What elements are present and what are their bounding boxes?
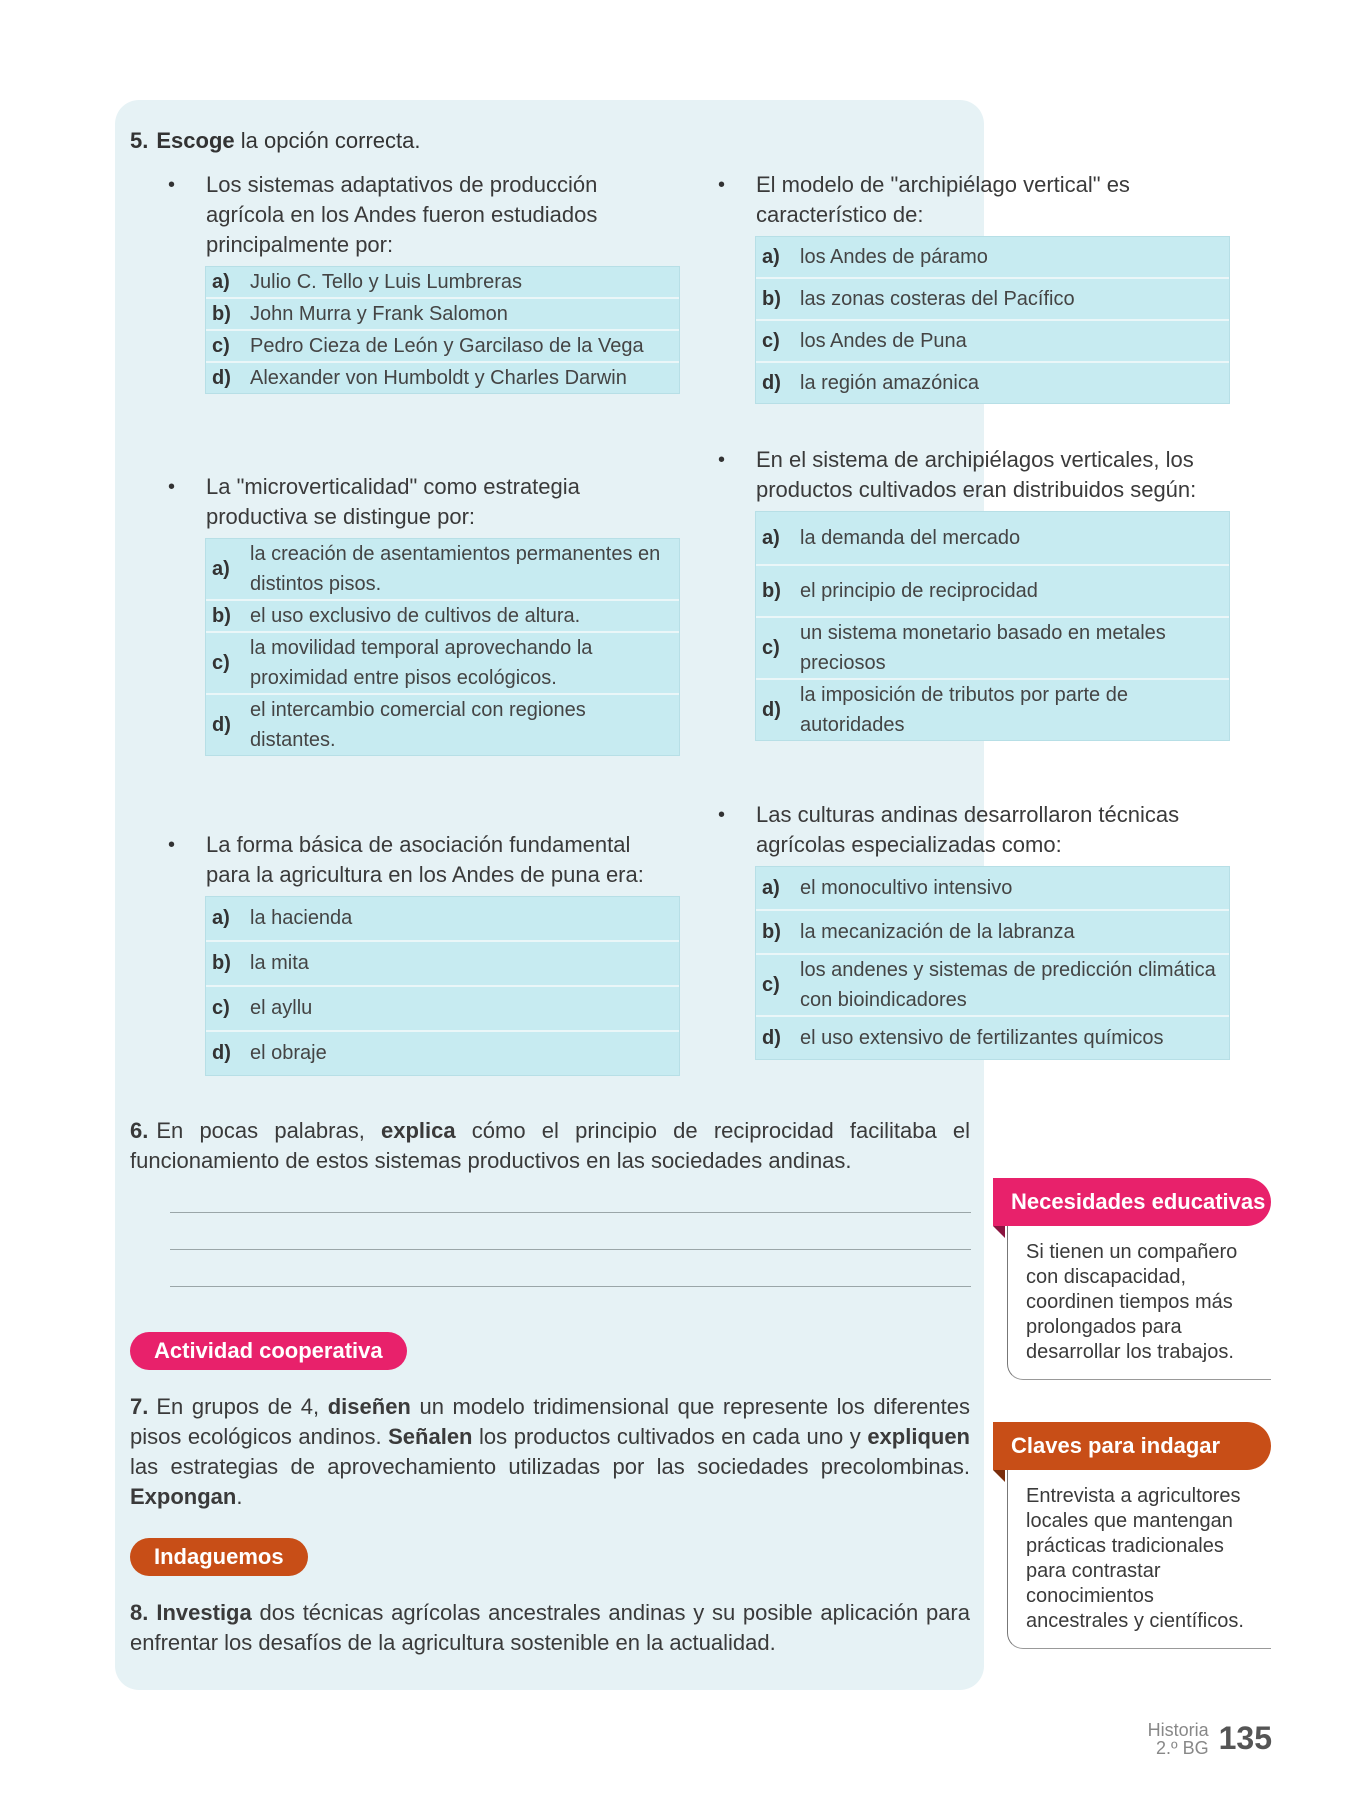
page-footer	[1148, 1720, 1272, 1757]
option-c[interactable]	[206, 329, 679, 361]
subject-name: Historia	[1147, 1719, 1209, 1740]
q5-left-item-1	[168, 170, 688, 394]
q5-left-item-3	[168, 830, 688, 1076]
research-keys-box	[993, 1422, 1271, 1649]
option-text: la demanda del mercado	[800, 527, 1021, 549]
option-text: John Murra y Frank Salomon	[250, 303, 508, 325]
options-list	[755, 866, 1230, 1060]
option-letter: b)	[212, 952, 231, 974]
item-stem: • Los sistemas adaptativos de producción agrícola en los Andes fueron estudiados principalmente por:	[168, 170, 668, 260]
option-letter: b)	[212, 605, 231, 627]
verb: Señalen	[388, 1424, 473, 1449]
option-text: los Andes de páramo	[800, 246, 988, 268]
option-a[interactable]	[756, 867, 1229, 909]
option-text: los Andes de Puna	[800, 330, 967, 352]
option-letter: d)	[212, 714, 231, 736]
option-letter: b)	[762, 288, 781, 310]
item-stem: • El modelo de "archipiélago vertical" es característico de:	[718, 170, 1178, 230]
answer-line[interactable]	[170, 1249, 971, 1250]
text: los productos cultivados en cada uno y	[472, 1424, 868, 1449]
option-text: el ayllu	[250, 997, 313, 1019]
option-c[interactable]	[756, 953, 1229, 1015]
option-a[interactable]	[756, 512, 1229, 564]
question-8	[130, 1598, 970, 1658]
option-b[interactable]	[756, 909, 1229, 953]
special-needs-title: Necesidades educativas	[993, 1178, 1271, 1226]
option-d[interactable]	[756, 678, 1229, 740]
question-verb: explica	[381, 1118, 456, 1143]
research-label: Indaguemos	[130, 1538, 308, 1576]
option-letter: c)	[212, 652, 230, 674]
option-text: Alexander von Humboldt y Charles Darwin	[250, 367, 627, 389]
text: un modelo tridimensional que represente los diferentes pisos ecológicos andinos.	[130, 1394, 970, 1449]
option-text: un sistema monetario basado en metales preciosos	[800, 622, 1166, 674]
option-text: Pedro Cieza de León y Garcilaso de la Vega	[250, 335, 644, 357]
question-number: 5.	[130, 128, 149, 153]
option-text: la hacienda	[250, 907, 353, 929]
option-text: el monocultivo intensivo	[800, 877, 1013, 899]
question-verb: Investiga	[156, 1600, 252, 1625]
question-number: 7.	[130, 1394, 149, 1419]
text: En grupos de 4,	[156, 1394, 328, 1419]
option-letter: b)	[212, 303, 231, 325]
option-c[interactable]	[206, 985, 679, 1030]
item-stem: • La "microverticalidad" como estrategia productiva se distingue por:	[168, 472, 668, 532]
option-letter: d)	[762, 372, 781, 394]
option-text: la región amazónica	[800, 372, 979, 394]
cooperative-activity-label: Actividad cooperativa	[130, 1332, 407, 1370]
answer-lines[interactable]	[170, 1212, 971, 1323]
question-number: 8.	[130, 1600, 149, 1625]
verb: expliquen	[867, 1424, 970, 1449]
question-text: la opción correcta.	[234, 128, 421, 153]
option-letter: a)	[762, 246, 780, 268]
option-text: la mecanización de la labranza	[800, 921, 1075, 943]
question-text-pre: En pocas palabras,	[156, 1118, 382, 1143]
q5-right-item-3	[718, 800, 1238, 1060]
option-text: el intercambio comercial con regiones distantes.	[250, 699, 586, 751]
option-a[interactable]	[756, 237, 1229, 277]
options-list	[205, 538, 680, 756]
option-text: el uso exclusivo de cultivos de altura.	[250, 605, 581, 627]
option-b[interactable]	[756, 564, 1229, 616]
option-text: la mita	[250, 952, 309, 974]
item-stem: • En el sistema de archipiélagos verticales, los productos cultivados eran distribuidos según:	[718, 445, 1208, 505]
question-7	[130, 1392, 970, 1512]
option-letter: d)	[762, 699, 781, 721]
question-number: 6.	[130, 1118, 149, 1143]
option-b[interactable]	[206, 297, 679, 329]
options-list	[205, 896, 680, 1076]
q5-right-item-1	[718, 170, 1238, 404]
option-text: la creación de asentamientos permanentes en distintos pisos.	[250, 543, 661, 595]
text: las estrategias de aprovechamiento utilizadas por las sociedades precolombinas.	[130, 1454, 970, 1479]
option-b[interactable]	[206, 940, 679, 985]
option-letter: d)	[762, 1027, 781, 1049]
option-b[interactable]	[206, 599, 679, 631]
option-letter: d)	[212, 1042, 231, 1064]
option-text: los andenes y sistemas de predicción climática con bioindicadores	[800, 959, 1216, 1011]
options-list	[755, 511, 1230, 741]
option-c[interactable]	[206, 631, 679, 693]
option-a[interactable]	[206, 539, 679, 599]
question-verb: Escoge	[156, 128, 235, 153]
option-a[interactable]	[206, 267, 679, 297]
option-text: el uso extensivo de fertilizantes químicos	[800, 1027, 1164, 1049]
option-letter: c)	[762, 637, 780, 659]
option-letter: b)	[762, 580, 781, 602]
options-list	[755, 236, 1230, 404]
option-letter: a)	[212, 271, 230, 293]
option-letter: c)	[762, 974, 780, 996]
option-c[interactable]	[756, 319, 1229, 361]
answer-line[interactable]	[170, 1212, 971, 1213]
q5-right-item-2	[718, 445, 1238, 741]
grade-name: 2.º BG	[1156, 1737, 1209, 1758]
option-text: las zonas costeras del Pacífico	[800, 288, 1075, 310]
answer-line[interactable]	[170, 1286, 971, 1287]
option-d[interactable]	[206, 1030, 679, 1075]
option-text: Julio C. Tello y Luis Lumbreras	[250, 271, 522, 293]
option-d[interactable]	[206, 361, 679, 393]
question-text-post: cómo el principio de reciprocidad facilitaba el funcionamiento de estos sistemas productivos en las sociedades andinas.	[130, 1118, 970, 1173]
special-needs-box	[993, 1178, 1271, 1380]
page-number: 135	[1218, 1720, 1272, 1756]
option-c[interactable]	[756, 616, 1229, 678]
option-d[interactable]	[756, 361, 1229, 403]
question-text: dos técnicas agrícolas ancestrales andinas y su posible aplicación para enfrentar los desafíos de la agricultura sostenible en la actualidad.	[130, 1600, 970, 1655]
research-keys-text: Entrevista a agricultores locales que mantengan prácticas tradicionales para contrastar conocimientos ancestrales y científicos.	[1007, 1470, 1271, 1649]
verb: diseñen	[327, 1394, 411, 1419]
option-letter: a)	[212, 558, 230, 580]
option-letter: a)	[762, 527, 780, 549]
question-6	[130, 1116, 970, 1176]
option-b[interactable]	[756, 277, 1229, 319]
option-a[interactable]	[206, 897, 679, 940]
option-letter: b)	[762, 921, 781, 943]
research-keys-title: Claves para indagar	[993, 1422, 1271, 1470]
option-letter: d)	[212, 367, 231, 389]
special-needs-text: Si tienen un compañero con discapacidad, coordinen tiempos más prolongados para desarrollar los trabajos.	[1007, 1226, 1271, 1380]
option-letter: c)	[212, 335, 230, 357]
option-text: el principio de reciprocidad	[800, 580, 1038, 602]
question-5-header	[130, 126, 421, 156]
option-text: la imposición de tributos por parte de autoridades	[800, 684, 1128, 736]
q5-left-item-2	[168, 472, 688, 756]
item-stem: • La forma básica de asociación fundamental para la agricultura en los Andes de puna era:	[168, 830, 668, 890]
subject-label	[1148, 1721, 1209, 1757]
option-text: el obraje	[250, 1042, 327, 1064]
options-list	[205, 266, 680, 394]
option-d[interactable]	[206, 693, 679, 755]
verb: Expongan	[130, 1484, 237, 1509]
option-letter: c)	[762, 330, 780, 352]
option-d[interactable]	[756, 1015, 1229, 1059]
option-letter: a)	[762, 877, 780, 899]
option-letter: c)	[212, 997, 230, 1019]
option-letter: a)	[212, 907, 230, 929]
text: .	[236, 1484, 243, 1509]
item-stem: • Las culturas andinas desarrollaron técnicas agrícolas especializadas como:	[718, 800, 1208, 860]
option-text: la movilidad temporal aprovechando la proximidad entre pisos ecológicos.	[250, 637, 593, 689]
